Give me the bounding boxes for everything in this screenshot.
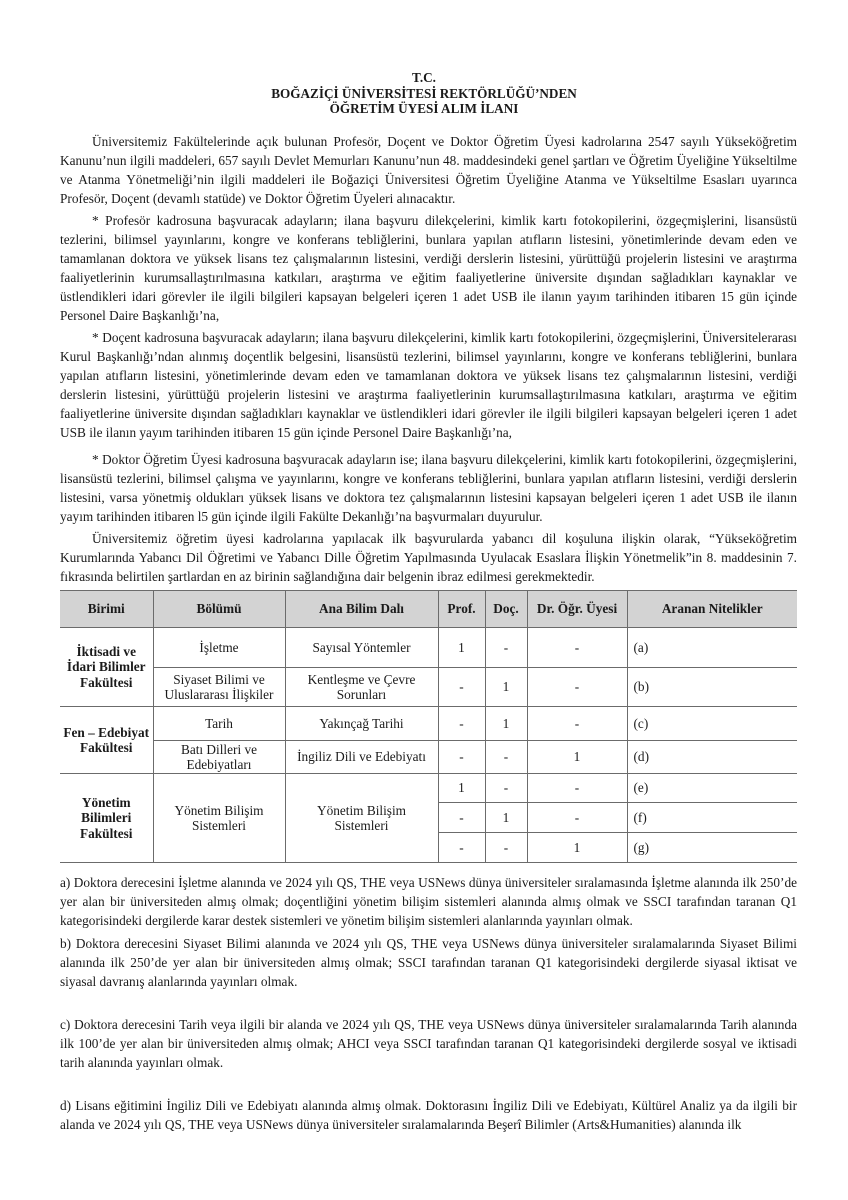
qualification-note-d: d) Lisans eğitimini İngiliz Dili ve Edebiyatı alanında almış olmak. Doktorasını İngiliz Dili ve Edebiyatı, Kültürel Analiz ya da ilgili bir alanda ve 2024 yılı QS, THE veya USNews dünya üniversiteler sıralamalarında Beşerî Bilimler (Arts&Humanities) alanında ilk xyxy=(60,1098,797,1132)
professor-requirements-paragraph: * Profesör kadrosuna başvuracak adayların; ilana başvuru dilekçelerini, kimlik kartı fotokopilerini, özgeçmişlerini, lisansüstü tezlerini, bilimsel yayınlarını, kongre ve konferans tebliğlerini, bunlara yapılan atıfların listesini, yönetimlerinde devam eden ve tamamlanan doktora ve yüksek lisans tez çalışmalarının listesini, verdiği derslerin listesini, yürüttüğü projelerin listesini ve araştırma faaliyetlerinin kurumsallaştırılmasına katkıları, araştırma ve eğitim faaliyetlerine üniversite dışından sağladıkları kaynaklar ve üstlendikleri idari görevler ile ilgili bilgileri kapsayan belgeleri içeren 1 adet USB ile ilanın yayım tarihinden itibaren 15 gün içinde Personel Daire Başkanlığı’na, xyxy=(60,213,797,323)
division-cell: İngiliz Dili ve Edebiyatı xyxy=(285,741,438,774)
dr-count-cell: 1 xyxy=(527,741,627,774)
col-header-unit: Birimi xyxy=(60,591,153,628)
header-institution: BOĞAZİÇİ ÜNİVERSİTESİ REKTÖRLÜĞÜ’NDEN xyxy=(271,85,577,101)
division-cell: Yakınçağ Tarihi xyxy=(285,707,438,741)
department-cell: Tarih xyxy=(153,707,285,741)
dr-count-cell: 1 xyxy=(527,833,627,863)
table-row xyxy=(60,774,797,803)
qualification-note-a: a) Doktora derecesini İşletme alanında ve 2024 yılı QS, THE veya USNews dünya üniversiteler sıralamasında İşletme alanında ilk 250’de yer alan bir üniversiteden almış olmak; doçentliğini yönetim bilişim sistemleri alanında almış olmak ve SSCI tarafından taranan Q1 kategorisindeki dergilerde karar destek sistemleri ve yönetim bilişim sistemleri alanlarında yayınları olmak. xyxy=(60,875,797,928)
doc-count-cell: - xyxy=(485,741,527,774)
col-header-dr: Dr. Öğr. Üyesi xyxy=(527,591,627,628)
qualification-ref-cell: (g) xyxy=(627,833,797,863)
dr-count-cell: - xyxy=(527,774,627,803)
qualification-ref-cell: (b) xyxy=(627,668,797,707)
division-cell: Yönetim Bilişim Sistemleri xyxy=(285,774,438,863)
prof-count-cell: - xyxy=(438,707,485,741)
dr-count-cell: - xyxy=(527,628,627,668)
doc-count-cell: - xyxy=(485,833,527,863)
doc-count-cell: 1 xyxy=(485,668,527,707)
intro-paragraph: Üniversitemiz Fakültelerinde açık bulunan Profesör, Doçent ve Doktor Öğretim Üyesi kadrolarına 2547 sayılı Yükseköğretim Kanunu’nun ilgili maddeleri, 657 sayılı Devlet Memurları Kanunu’nun 48. maddesindeki genel şartları ve Öğretim Üyeliğine Yükseltilme ve Atanma Yönetmeliği’nin ilgili maddeleri ile Boğaziçi Üniversitesi Öğretim Üyeliğine Atanma ve Yükseltilme Esasları uyarınca Profesör, Doçent (devamlı statüde) ve Doktor Öğretim Üyeleri alınacaktır. xyxy=(60,134,797,206)
prof-count-cell: - xyxy=(438,741,485,774)
faculty-cell: Fen – Edebiyat Fakültesi xyxy=(60,707,153,774)
faculty-cell: İktisadi ve İdari Bilimler Fakültesi xyxy=(60,628,153,707)
department-cell: Batı Dilleri ve Edebiyatları xyxy=(153,741,285,774)
language-requirement-paragraph: Üniversitemiz öğretim üyesi kadrolarına yapılacak ilk başvurularda yabancı dil koşuluna ilişkin olarak, “Yükseköğretim Kurumlarında Yabancı Dil Öğretimi ve Yabancı Dille Öğretim Yapılmasında Uyulacak Esaslara İlişkin Yönetmelik”in 8. maddesinin 7. fıkrasında belirtilen şartlardan en az birinin sağlandığına dair belgenin ibraz edilmesi gerekmektedir. xyxy=(60,531,797,584)
dr-count-cell: - xyxy=(527,707,627,741)
prof-count-cell: 1 xyxy=(438,774,485,803)
header-announcement-title: ÖĞRETİM ÜYESİ ALIM İLANI xyxy=(329,101,519,116)
associate-professor-requirements-paragraph: * Doçent kadrosuna başvuracak adayların; ilana başvuru dilekçelerini, kimlik kartı fotokopilerini, özgeçmişlerini, Üniversitelerarası Kurul Başkanlığı’ndan alınmış doçentlik belgesini, lisansüstü tezlerini, bilimsel yayınlarını, kongre ve konferans tebliğlerini, bunlara yapılan atıfların listesini, yönetimlerinde devam eden ve tamamlanan doktora ve yüksek lisans tez çalışmalarının listesini, verdiği derslerin listesini, yürüttüğü projelerin listesini ve araştırma faaliyetlerinin kurumsallaştırılmasına katkıları, araştırma ve eğitim faaliyetlerine üniversite dışından sağladıkları kaynaklar ve üstlendikleri idari görevler ile ilgili bilgileri kapsayan belgeleri içeren 1 adet USB ile ilanın yayım tarihinden itibaren 15 gün içinde Personel Daire Başkanlığı’na, xyxy=(60,330,797,440)
positions-table xyxy=(60,590,797,863)
qualification-ref-cell: (c) xyxy=(627,707,797,741)
faculty-cell: Yönetim Bilimleri Fakültesi xyxy=(60,774,153,863)
division-cell: Kentleşme ve Çevre Sorunları xyxy=(285,668,438,707)
qualification-ref-cell: (a) xyxy=(627,628,797,668)
prof-count-cell: - xyxy=(438,833,485,863)
doc-count-cell: - xyxy=(485,628,527,668)
prof-count-cell: - xyxy=(438,668,485,707)
qualification-note-b: b) Doktora derecesini Siyaset Bilimi alanında ve 2024 yılı QS, THE veya USNews dünya üniversiteler sıralamalarında Siyaset Bilimi alanında ilk 250’de yer alan bir üniversiteden almış olmak; SSCI tarafından taranan Q1 kategorisindeki dergilerde siyasal iktisat ve siyasal davranış alanlarında yayınları olmak. xyxy=(60,936,797,989)
table-row xyxy=(60,707,797,741)
qualification-note-c: c) Doktora derecesini Tarih veya ilgili bir alanda ve 2024 yılı QS, THE veya USNews dünya üniversiteler sıralamalarında Tarih alanında ilk 100’de yer alan bir üniversiteden almış olmak; AHCI veya SSCI tarafından taranan Q1 kategorisindeki dergilerde sosyal ve iktisadi tarih alanında yayınları olmak. xyxy=(60,1017,797,1070)
doc-count-cell: 1 xyxy=(485,707,527,741)
department-cell: İşletme xyxy=(153,628,285,668)
document-header xyxy=(0,70,848,117)
col-header-department: Bölümü xyxy=(153,591,285,628)
table-row xyxy=(60,628,797,668)
dr-count-cell: - xyxy=(527,668,627,707)
doc-count-cell: - xyxy=(485,774,527,803)
prof-count-cell: - xyxy=(438,803,485,833)
department-cell: Siyaset Bilimi ve Uluslararası İlişkiler xyxy=(153,668,285,707)
col-header-qualifications: Aranan Nitelikler xyxy=(627,591,797,628)
qualification-ref-cell: (f) xyxy=(627,803,797,833)
col-header-division: Ana Bilim Dalı xyxy=(285,591,438,628)
col-header-doc: Doç. xyxy=(485,591,527,628)
col-header-prof: Prof. xyxy=(438,591,485,628)
division-cell: Sayısal Yöntemler xyxy=(285,628,438,668)
department-cell: Yönetim Bilişim Sistemleri xyxy=(153,774,285,863)
qualification-ref-cell: (d) xyxy=(627,741,797,774)
doc-count-cell: 1 xyxy=(485,803,527,833)
dr-count-cell: - xyxy=(527,803,627,833)
assistant-professor-requirements-paragraph: * Doktor Öğretim Üyesi kadrosuna başvuracak adayların ise; ilana başvuru dilekçelerini, kimlik kartı fotokopilerini, özgeçmişlerini, lisansüstü tezlerini, bilimsel çalışma ve yayınlarını, kongre ve konferans tebliğlerini, bunlara yapılan atıfların listesini, verdiği derslerin listesini, varsa yönetmiş oldukları yüksek lisans ve doktora tez çalışmalarının listesini kapsayan belgeleri içeren 1 adet USB ile ilanın yayım tarihinden itibaren l5 gün içinde ilgili Fakülte Dekanlığı’na başvurmaları duyurulur. xyxy=(60,452,797,524)
table-row xyxy=(60,741,797,774)
table-row xyxy=(60,668,797,707)
qualification-ref-cell: (e) xyxy=(627,774,797,803)
header-tc: T.C. xyxy=(412,70,436,85)
table-header-row xyxy=(60,591,797,628)
prof-count-cell: 1 xyxy=(438,628,485,668)
